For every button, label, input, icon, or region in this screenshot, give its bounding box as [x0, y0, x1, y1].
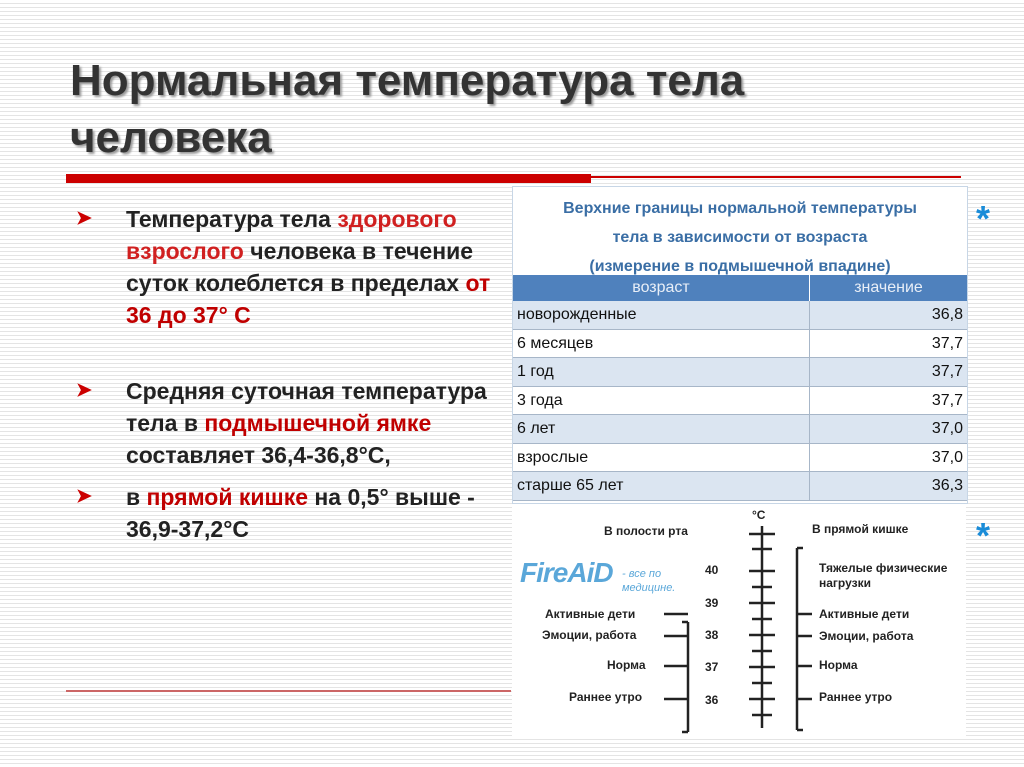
tick-label: 37: [705, 660, 719, 674]
bullet-1-text-b: человека в течение суток колеблется в пределах: [126, 238, 474, 296]
tick-label: 40: [705, 563, 719, 577]
bullet-3-highlight: прямой кишке: [146, 484, 309, 510]
table-row: [513, 358, 967, 387]
right-header: В прямой кишке: [812, 522, 909, 536]
right-label: Эмоции, работа: [819, 629, 914, 643]
cell-age: 3 года: [513, 387, 810, 415]
left-header: В полости рта: [604, 524, 688, 538]
bullet-2-text-b: составляет 36,4-36,8°С,: [126, 442, 391, 468]
tick-label: 39: [705, 596, 719, 610]
cell-value: 36,8: [931, 306, 963, 323]
table-caption: [513, 187, 967, 275]
table-body: [513, 301, 967, 501]
cell-value: 37,7: [931, 363, 963, 380]
cell-age: 6 месяцев: [513, 330, 810, 358]
cell-age: 6 лет: [513, 415, 810, 443]
cell-age: взрослые: [513, 444, 810, 472]
bullet-1-text-a: Температура тела: [126, 206, 338, 232]
cell-value: 37,0: [931, 448, 963, 466]
title-underline: [66, 174, 591, 183]
bullet-3-text-a: в: [126, 484, 147, 510]
bullet-item-2: [76, 375, 506, 471]
bullet-2-text-a: Средняя суточная температура тела в: [126, 378, 487, 436]
left-label: Эмоции, работа: [542, 628, 637, 642]
header-age: возраст: [513, 275, 810, 301]
temperature-table: [512, 186, 968, 504]
table-row: [513, 387, 967, 416]
table-row: [513, 415, 967, 444]
right-label: Активные дети: [819, 607, 910, 621]
left-label: Раннее утро: [569, 690, 643, 704]
asterisk-link-1[interactable]: *: [976, 198, 991, 239]
table-row: [513, 301, 967, 330]
bullet-list: [76, 203, 506, 545]
right-label: Тяжелые физические: [819, 561, 948, 575]
bullet-item-1: [76, 203, 506, 331]
bullet-arrow-icon: ➤: [76, 486, 92, 507]
fireaid-logo: FireAiD: [520, 557, 613, 588]
bullet-1-highlight-a: здорового взрослого: [126, 206, 457, 264]
left-label: Активные дети: [545, 607, 636, 621]
right-label: нагрузки: [819, 576, 871, 590]
bullet-arrow-icon: ➤: [76, 208, 92, 229]
left-label: Норма: [607, 658, 646, 672]
right-label: Раннее утро: [819, 690, 893, 704]
page-title: [70, 52, 950, 166]
bullet-item-3: [76, 481, 506, 545]
tick-label: 36: [705, 693, 719, 707]
footer-divider: [66, 690, 511, 692]
cell-age: новорожденные: [513, 301, 810, 329]
bullet-arrow-icon: ➤: [76, 380, 92, 401]
unit-label: °С: [752, 508, 766, 522]
caption-line-2: тела в зависимости от возраста: [612, 229, 868, 246]
logo-subtitle-line-2: медицине.: [622, 582, 676, 594]
title-line-2: человека: [70, 113, 272, 162]
logo-subtitle-line-1: - все по: [622, 568, 662, 580]
title-underline-thin: [591, 176, 961, 178]
table-row: [513, 472, 967, 501]
table-row: [513, 330, 967, 359]
right-label: Норма: [819, 658, 858, 672]
cell-age: старше 65 лет: [513, 472, 810, 500]
asterisk-link-2[interactable]: *: [976, 515, 991, 556]
cell-value: 36,3: [931, 477, 963, 494]
cell-value: 37,0: [931, 420, 963, 437]
logo-subtitle: [622, 567, 675, 595]
tick-label: 38: [705, 628, 719, 642]
caption-line-3: (измерение в подмышечной впадине): [589, 258, 891, 275]
table-header: [513, 275, 967, 301]
header-value: значение: [854, 279, 923, 296]
caption-line-1: Верхние границы нормальной температуры: [563, 200, 917, 217]
title-line-1: Нормальная температура тела: [70, 56, 745, 105]
bullet-2-highlight: подмышечной ямке: [204, 410, 432, 436]
bullet-3-text-b: на 0,5° выше - 36,9-37,2°С: [126, 484, 475, 542]
cell-value: 37,7: [931, 334, 963, 352]
temperature-scale-diagram: [512, 504, 966, 736]
bullet-1-highlight-b: от 36 до 37° С: [126, 270, 491, 328]
cell-value: 37,7: [931, 391, 963, 409]
cell-age: 1 год: [513, 358, 810, 386]
table-row: [513, 444, 967, 473]
